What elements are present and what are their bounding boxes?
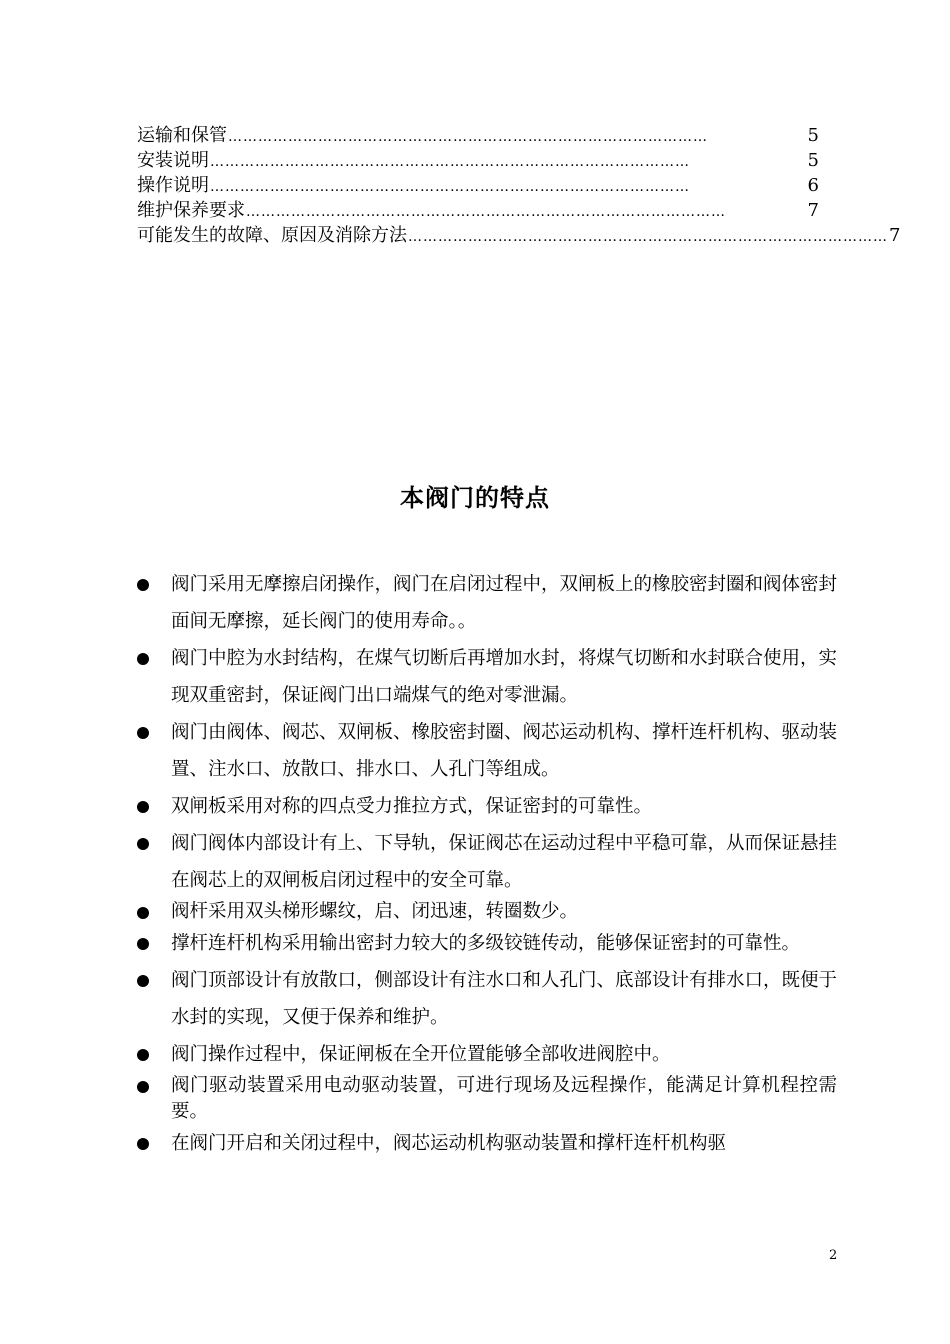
feature-text: 阀门由阀体、阀芯、双闸板、橡胶密封圈、阀芯运动机构、撑杆连杆机构、驱动装置、注水口、放散口、排水口、人孔门等组成。 xyxy=(171,722,838,780)
page-number: 2 xyxy=(829,1248,838,1263)
bullet-icon xyxy=(137,1138,149,1150)
toc-leader-dots: …………………………………………………………………………………… xyxy=(408,229,888,245)
bullet-icon xyxy=(137,1081,149,1093)
bullet-icon xyxy=(137,653,149,665)
feature-text: 撑杆连杆机构采用输出密封力较大的多级铰链传动，能够保证密封的可靠性。 xyxy=(171,933,801,954)
bullet-icon xyxy=(137,1049,149,1061)
toc-entry-title: 可能发生的故障、原因及消除方法 xyxy=(137,225,407,246)
list-item xyxy=(137,714,837,788)
bullet-icon xyxy=(137,579,149,591)
toc-entry-page: 6 xyxy=(807,175,819,196)
feature-text: 阀门操作过程中，保证闸板在全开位置能够全部收进阀腔中。 xyxy=(171,1044,671,1065)
feature-text: 阀门驱动装置采用电动驱动装置，可进行现场及远程操作，能满足计算机程控需要。 xyxy=(171,1075,837,1122)
list-item xyxy=(137,566,837,640)
list-item xyxy=(137,788,837,825)
list-item xyxy=(137,825,837,899)
feature-text: 阀门采用无摩擦启闭操作，阀门在启闭过程中，双闸板上的橡胶密封圈和阀体密封面间无摩擦，延长阀门的使用寿命。。 xyxy=(171,574,838,632)
toc-entry[interactable] xyxy=(137,123,819,148)
section-heading: 本阀门的特点 xyxy=(400,483,550,512)
toc-entry-title: 操作说明 xyxy=(137,175,209,196)
toc-entry-title: 安装说明 xyxy=(137,150,209,171)
toc-entry[interactable] xyxy=(137,223,901,248)
toc-entry-title: 维护保养要求 xyxy=(137,200,245,221)
feature-text: 阀门中腔为水封结构，在煤气切断后再增加水封，将煤气切断和水封联合使用，实现双重密封，保证阀门出口端煤气的绝对零泄漏。 xyxy=(171,648,838,706)
toc-entry-page: 5 xyxy=(807,150,819,171)
feature-text: 阀门阀体内部设计有上、下导轨，保证阀芯在运动过程中平稳可靠，从而保证悬挂在阀芯上的双闸板启闭过程中的安全可靠。 xyxy=(171,833,838,891)
bullet-icon xyxy=(137,975,149,987)
list-item xyxy=(137,962,837,1036)
bullet-icon xyxy=(137,907,149,919)
table-of-contents xyxy=(137,123,901,248)
feature-text: 阀门顶部设计有放散口，侧部设计有注水口和人孔门、底部设计有排水口，既便于水封的实现，又便于保养和维护。 xyxy=(171,970,838,1028)
bullet-icon xyxy=(137,838,149,850)
toc-entry[interactable] xyxy=(137,148,819,173)
toc-entry[interactable] xyxy=(137,198,819,223)
toc-entry-page: 5 xyxy=(807,125,819,146)
toc-leader-dots: …………………………………………………………………………………… xyxy=(228,129,708,145)
bullet-icon xyxy=(137,801,149,813)
bullet-icon xyxy=(137,938,149,950)
list-item xyxy=(137,1073,837,1125)
toc-entry-page: 7 xyxy=(889,225,901,246)
toc-entry-page: 7 xyxy=(807,200,819,221)
list-item xyxy=(137,899,837,925)
list-item xyxy=(137,640,837,714)
toc-leader-dots: …………………………………………………………………………………… xyxy=(210,154,690,170)
feature-list xyxy=(137,566,837,1162)
list-item xyxy=(137,925,837,962)
list-item xyxy=(137,1036,837,1073)
feature-text: 阀杆采用双头梯形螺纹，启、闭迅速，转圈数少。 xyxy=(171,901,579,922)
feature-text: 双闸板采用对称的四点受力推拉方式，保证密封的可靠性。 xyxy=(171,796,653,817)
toc-leader-dots: …………………………………………………………………………………… xyxy=(210,179,690,195)
bullet-icon xyxy=(137,727,149,739)
toc-entry-title: 运输和保管 xyxy=(137,125,227,146)
feature-text: 在阀门开启和关闭过程中，阀芯运动机构驱动装置和撑杆连杆机构驱 xyxy=(171,1133,727,1154)
list-item xyxy=(137,1125,837,1162)
toc-leader-dots: …………………………………………………………………………………… xyxy=(246,204,726,220)
toc-entry[interactable] xyxy=(137,173,819,198)
